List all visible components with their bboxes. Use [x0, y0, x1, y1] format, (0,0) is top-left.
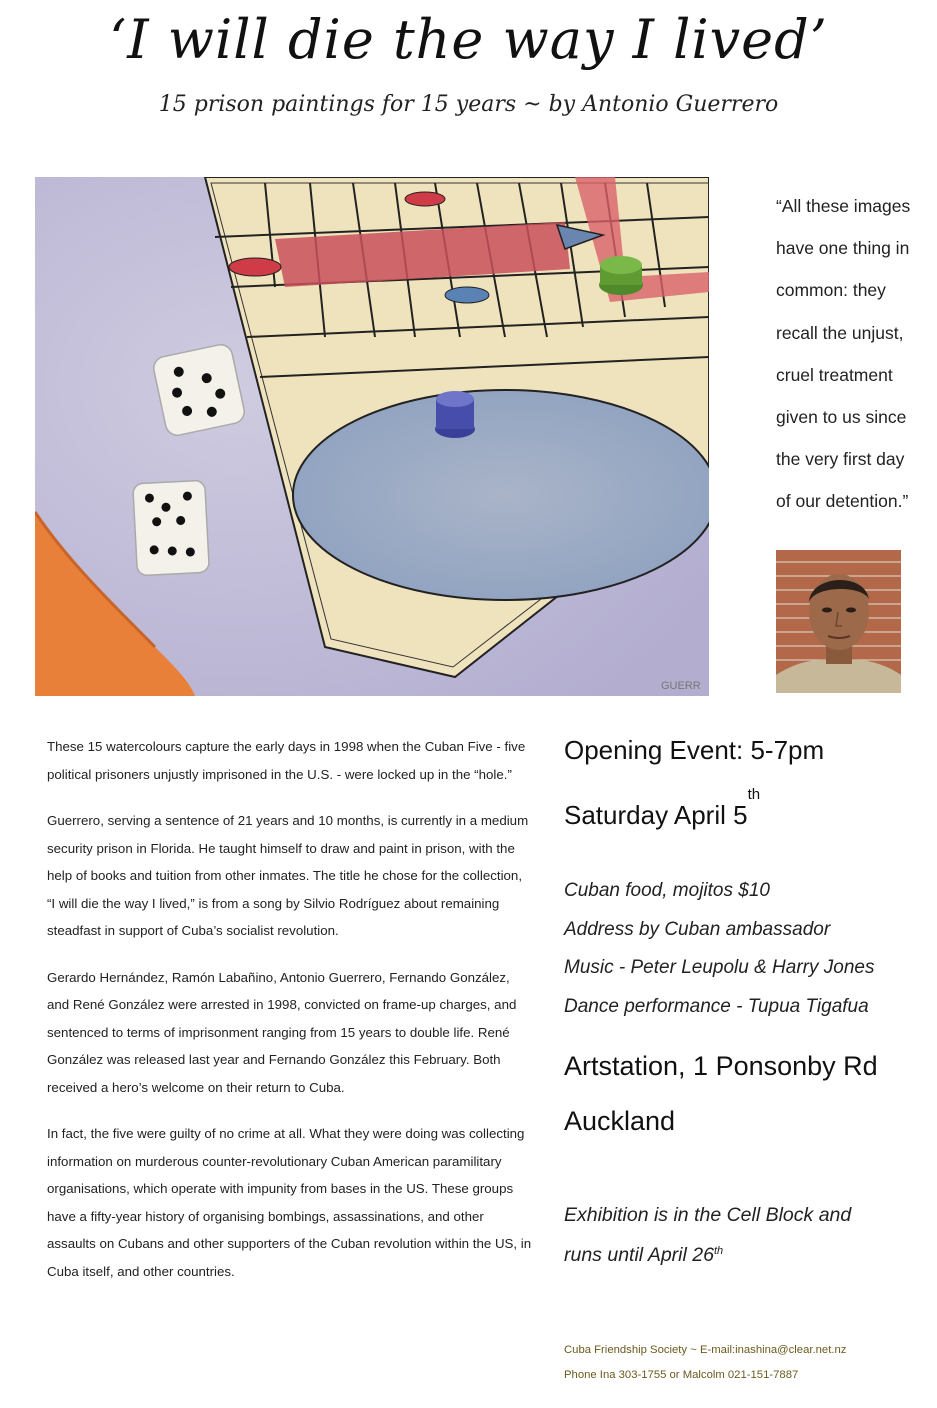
quote-line: cruel treatment: [776, 364, 893, 385]
artist-portrait-photo: [776, 550, 901, 693]
watercolour-painting-image: [35, 177, 709, 696]
exhibition-end-date: runs until April 26: [564, 1244, 714, 1266]
artist-quote: [776, 185, 936, 523]
event-date-suffix: th: [747, 786, 761, 803]
event-detail-item: Music - Peter Leupolu & Harry Jones: [564, 957, 875, 978]
page-subtitle: 15 prison paintings for 15 years ~ by Antonio Guerrero: [158, 92, 779, 117]
contact-email-line: Cuba Friendship Society ~ E-mail:inashina@clear.net.nz: [564, 1344, 847, 1356]
body-paragraph: These 15 watercolours capture the early days in 1998 when the Cuban Five - five political prisoners unjustly imprisoned in the U.S. - were locked up in the “hole.”: [47, 739, 526, 782]
event-detail-item: Address by Cuban ambassador: [564, 918, 831, 940]
event-detail-item: Dance performance - Tupua Tigafua: [564, 995, 869, 1017]
body-paragraph: Gerardo Hernández, Ramón Labañino, Antonio Guerrero, Fernando González, and René González were arrested in 1998, convicted on frame-up charges, and sentenced to terms of imprisonment ranging from 15 years to double life. René González was released last year and Fernando González this February. Both received a hero’s welcome on their return to Cuba.: [47, 969, 517, 1095]
event-details: [564, 872, 874, 1026]
event-detail-item: Cuban food, mojitos $10: [564, 880, 770, 901]
body-paragraph: Guerrero, serving a sentence of 21 years and 10 months, is currently in a medium security prison in Florida. He taught himself to draw and paint in prison, with the help of books and tuition from other inmates. The title he chose for the collection, “I will die the way I lived,” is from a song by Silvio Rodríguez about remaining steadfast in support of Cuba’s socialist revolution.: [47, 813, 529, 938]
body-paragraph: In fact, the five were guilty of no crime at all. What they were doing was collecting information on murderous counter-revolutionary Cuban American paramilitary organisations, which operate with impunity from bases in the US. These groups have a fifty-year history of organising bombings, assassinations, and other assaults on Cubans and other supporters of the Cuban revolution within the US, in Cuba itself, and other countries.: [47, 1126, 532, 1279]
contact-info: [564, 1338, 846, 1388]
venue-city: Auckland: [564, 1106, 676, 1136]
opening-event-heading: Opening Event: 5-7pm: [564, 735, 825, 765]
quote-line: have one thing in: [776, 238, 910, 259]
contact-phone-line: Phone Ina 303-1755 or Malcolm 021-151-7887: [564, 1369, 799, 1381]
article-body: [47, 733, 532, 1304]
exhibition-line-2: [564, 1235, 851, 1275]
event-date: [564, 786, 761, 831]
quote-line: of our detention.”: [776, 491, 909, 512]
venue-address: Artstation, 1 Ponsonby Rd: [564, 1051, 878, 1081]
event-date-text: Saturday April 5: [564, 800, 748, 830]
exhibition-note: [564, 1195, 851, 1275]
quote-line: the very first day: [776, 449, 905, 470]
exhibition-date-suffix: th: [713, 1245, 724, 1257]
painting-signature: GUERR: [661, 680, 701, 692]
exhibition-line: Exhibition is in the Cell Block and: [564, 1204, 852, 1226]
quote-line: recall the unjust,: [776, 322, 904, 343]
quote-line: common: they: [776, 280, 886, 301]
quote-line: given to us since: [776, 407, 907, 428]
page-title: ‘I will die the way I lived’: [109, 8, 828, 71]
quote-line: “All these images: [776, 196, 911, 216]
